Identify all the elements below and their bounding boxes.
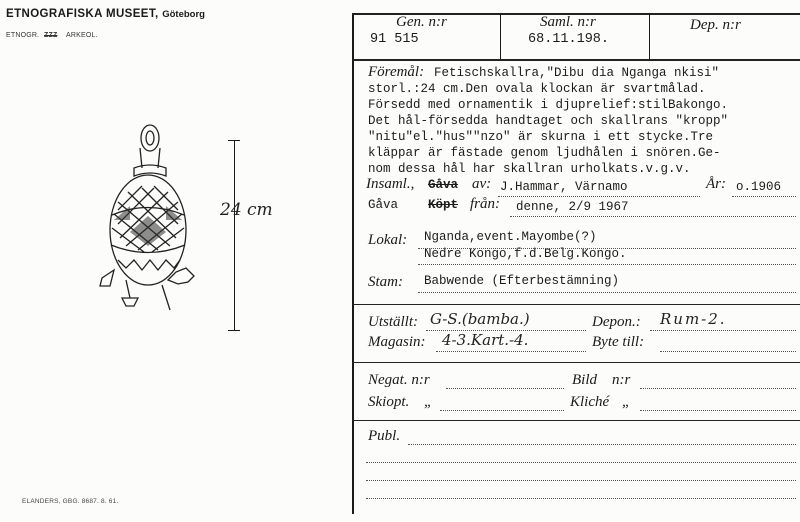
kliche-line	[640, 410, 796, 411]
magasin-value: 4-3.Kart.-4.	[442, 331, 529, 349]
measure-tick-bottom	[228, 330, 240, 331]
divider-storage	[352, 304, 800, 305]
measure-line	[234, 140, 235, 330]
publ-line-1	[408, 444, 796, 445]
depon-line	[650, 330, 796, 331]
gen-nr-label: Gen. n:r	[396, 14, 447, 30]
skiopt-ditto: „	[424, 394, 433, 410]
skiopt-line	[440, 410, 564, 411]
insaml-ar-line	[732, 196, 796, 197]
fran-label: från:	[470, 196, 500, 212]
publ-line-3	[366, 480, 796, 481]
skiopt-label: Skiopt.	[368, 394, 410, 410]
museum-city: Göteborg	[162, 9, 205, 20]
dept-struck: ZZZ	[44, 32, 58, 39]
stam-value: Babwende (Efterbestämning)	[424, 274, 620, 288]
insaml-struck-kopt: Köpt	[428, 198, 459, 212]
stam-label: Stam:	[368, 274, 403, 290]
fran-line	[510, 216, 796, 217]
museum-title: ETNOGRAFISKA MUSEET,	[6, 8, 159, 20]
printer-imprint: ELANDERS, GBG. 8687. 8. 61.	[22, 498, 119, 505]
depon-label: Depon.:	[592, 314, 641, 330]
dept-arkeol: ARKEOL.	[66, 32, 98, 39]
lokal-label: Lokal:	[368, 232, 408, 248]
foremal-label: Föremål:	[368, 64, 425, 80]
museum-name	[6, 8, 205, 20]
foremal-line-7: nom dessa hål har skallran urholkats.v.g.v.	[368, 162, 691, 176]
form-left-border	[352, 14, 354, 514]
kliche-label: Kliché	[570, 394, 610, 410]
saml-nr-value: 68.11.198.	[528, 32, 610, 47]
divider-photo	[352, 362, 800, 363]
insaml-ar-value: o.1906	[736, 180, 782, 194]
negat-line	[446, 388, 564, 389]
saml-nr-label: Saml. n:r	[540, 14, 596, 30]
bild-line	[640, 388, 796, 389]
publ-label: Publ.	[368, 428, 401, 444]
depon-value: Rum-2.	[660, 310, 727, 328]
magasin-line	[436, 351, 586, 352]
byte-line	[660, 351, 796, 352]
insaml-av-label: av:	[472, 176, 492, 192]
negat-label: Negat. n:r	[368, 372, 430, 388]
measure-tick-top	[228, 140, 240, 141]
insaml-struck-gava: Gåva	[428, 178, 459, 192]
bild-label: Bild	[572, 372, 597, 388]
lokal-line-b	[418, 264, 796, 265]
kliche-ditto: „	[622, 394, 631, 410]
bild-nr-label: n:r	[612, 372, 631, 388]
utstallt-label: Utställt:	[368, 314, 419, 330]
foremal-line-1: Fetischskallra,"Dibu dia Nganga nkisi"	[434, 66, 720, 80]
foremal-line-5: "nitu"el."hus""nzo" är skurna i ett stycke.Tre	[368, 130, 714, 144]
insaml-label: Insaml.,	[366, 176, 415, 192]
rattle-sketch-icon	[90, 120, 210, 320]
publ-line-4	[366, 498, 796, 499]
publ-line-2	[366, 462, 796, 463]
foremal-line-6: kläppar är fästade genom ljudhålen i snören.Ge-	[368, 146, 721, 160]
header-bottom-border	[352, 59, 800, 61]
measure-label: 24 cm	[220, 200, 273, 220]
header-divider-1	[500, 14, 501, 60]
divider-publ	[352, 420, 800, 421]
dep-nr-label: Dep. n:r	[690, 17, 741, 33]
lokal-line-2: Nedre Kongo,f.d.Belg.Kongo.	[424, 247, 627, 261]
fran-value: denne, 2/9 1967	[516, 200, 629, 214]
foremal-line-3: Försedd med ornamentik i djuprelief:stilBakongo.	[368, 98, 729, 112]
header-divider-2	[649, 14, 650, 60]
gen-nr-value: 91 515	[370, 32, 419, 47]
lokal-line-1: Nganda,event.Mayombe(?)	[424, 230, 597, 244]
insaml-av-value: J.Hammar, Värnamo	[500, 180, 628, 194]
dept-etnogr: ETNOGR.	[6, 32, 40, 39]
stam-line	[418, 292, 796, 293]
foremal-line-2: storl.:24 cm.Den ovala klockan är svartmålad.	[368, 82, 706, 96]
lokal-line-a	[418, 248, 796, 249]
byte-till-label: Byte till:	[592, 334, 645, 350]
foremal-line-4: Det hål-försedda handtaget och skallrans "kropp"	[368, 114, 729, 128]
utstallt-value: G-S.(bamba.)	[430, 310, 530, 328]
gava-word: Gåva	[368, 198, 399, 212]
magasin-label: Magasin:	[368, 334, 426, 350]
insaml-ar-label: År:	[706, 176, 726, 192]
insaml-av-line	[498, 196, 700, 197]
